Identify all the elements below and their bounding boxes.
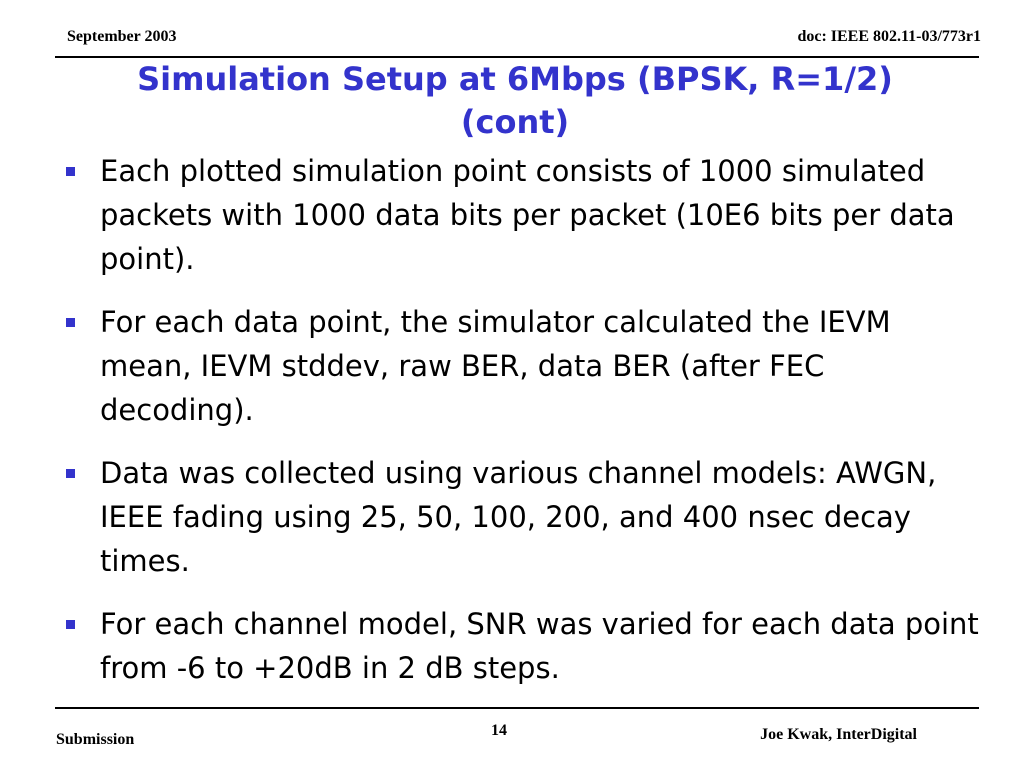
slide-title — [60, 58, 970, 144]
slide-title-line-1: Simulation Setup at 6Mbps (BPSK, R=1/2) — [137, 60, 893, 98]
bullet-square-icon — [66, 167, 75, 176]
bullet-text: For each channel model, SNR was varied for each data point from -6 to +20dB in 2 dB steps. — [100, 607, 979, 685]
bullet-item — [60, 451, 985, 583]
bullet-item — [60, 300, 985, 432]
footer-page-number: 14 — [491, 722, 507, 739]
bullet-item — [60, 149, 985, 281]
bullet-square-icon — [66, 469, 75, 478]
bullet-text: Each plotted simulation point consists of 1000 simulated packets with 1000 data bits per packet (10E6 bits per data point). — [100, 154, 955, 276]
footer-author: Joe Kwak, InterDigital — [760, 726, 917, 743]
bullet-square-icon — [66, 318, 75, 327]
bullet-list — [60, 149, 985, 690]
bullet-text: For each data point, the simulator calculated the IEVM mean, IEVM stddev, raw BER, data BER (after FEC decoding). — [100, 305, 891, 427]
header-date: September 2003 — [67, 28, 177, 45]
bullet-square-icon — [66, 620, 75, 629]
bullet-text: Data was collected using various channel models: AWGN, IEEE fading using 25, 50, 100, 200, and 400 nsec decay times. — [100, 456, 937, 578]
slide-title-line-2: (cont) — [460, 103, 570, 141]
footer-rule — [55, 707, 979, 709]
footer-submission: Submission — [56, 731, 135, 748]
header-doc-id: doc: IEEE 802.11-03/773r1 — [797, 28, 981, 45]
bullet-item — [60, 602, 985, 690]
